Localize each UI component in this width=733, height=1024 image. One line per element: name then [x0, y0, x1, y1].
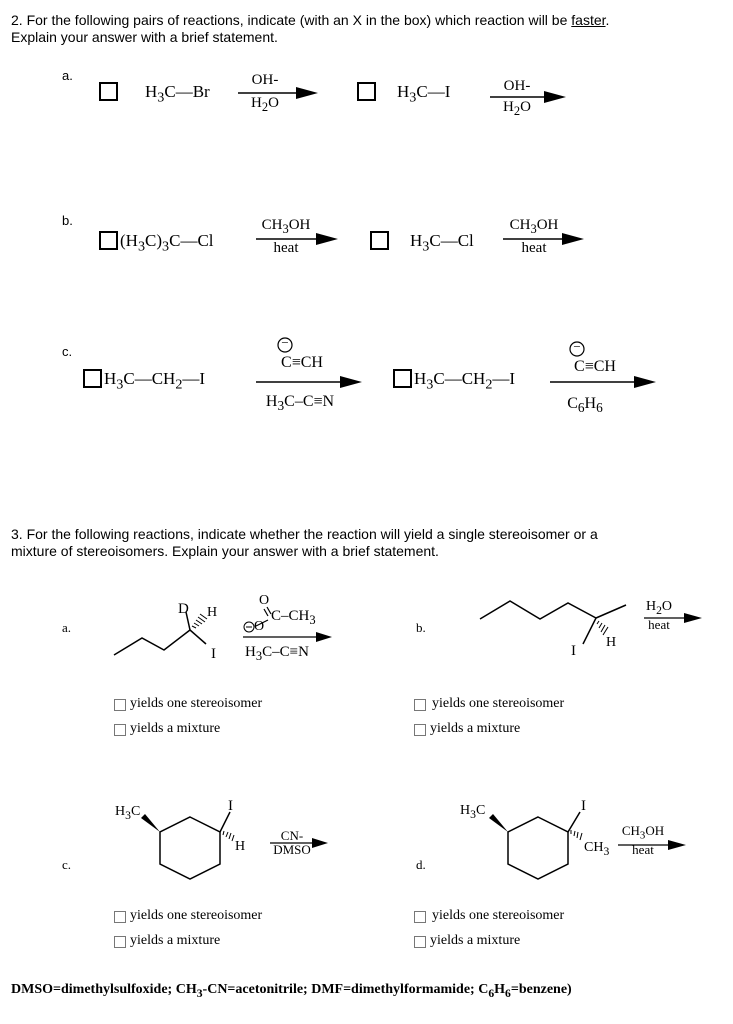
q3d-rt-a: CH [621, 823, 640, 838]
q3c-reagent-top: CN- [280, 828, 304, 843]
q3b-option1-label: yields one stereoisomer [432, 696, 565, 711]
q3c-reagent-bottom: DMSO [273, 842, 311, 857]
q2-title-text: 2. For the following pairs of reactions, indicate (with an X in the box) which reaction will be [11, 12, 572, 28]
q2a-left-reagent-top: OH- [251, 72, 279, 88]
q3d-methyl-a: H [460, 803, 471, 818]
q3c-methyl-3: 3 [125, 808, 131, 822]
q3b-reagent-bottom: heat [648, 617, 670, 632]
q3d-option2-label: yields a mixture [430, 933, 521, 948]
q2a-right-reagent-top: OH- [503, 78, 531, 94]
q2c-right-rb-b: H [584, 395, 597, 412]
q2a-left-h: H [145, 82, 158, 101]
q3c-methyl-b: C [130, 804, 141, 819]
q3c-atom-i: I [228, 798, 233, 814]
q3a-option2-label: yields a mixture [130, 721, 221, 736]
q2a-right-sub3: 3 [409, 89, 417, 106]
q3b-rt-b: O [661, 599, 673, 614]
q3a-nuc-o: O [259, 593, 270, 608]
q2c-left-rb-3: 3 [277, 398, 285, 414]
q3d-option1-label: yields one stereoisomer [432, 908, 565, 923]
q3a-atom-h: H [207, 605, 218, 620]
q3c-atom-h: H [235, 839, 246, 854]
q2c-left-charge: − [281, 335, 289, 350]
q3-title-line1: 3. For the following reactions, indicate whether the reaction will yield a single stereoisomer or a [11, 526, 598, 542]
q2c-right-b: C—CH [433, 369, 486, 388]
q2c-left-rb-b: C–C≡N [284, 393, 335, 410]
q2a-label: a. [62, 68, 73, 83]
q2a-right-h: H [397, 82, 410, 101]
footer-part3: H [494, 982, 506, 997]
q3a-solvent-a: H [245, 644, 256, 660]
q2c-left-c: —I [182, 369, 206, 388]
q2b-left-rt-a: CH [261, 217, 283, 233]
q2b-left-rest: C—Cl [169, 231, 214, 250]
q2a-left-rb-2: 2 [261, 100, 269, 114]
q3a-option1-label: yields one stereoisomer [130, 696, 263, 711]
q3d-atom-i: I [581, 798, 586, 814]
q3d-methyl-3: 3 [470, 807, 476, 821]
q2b-right-reagent-bottom: heat [521, 240, 547, 256]
q2b-label: b. [62, 213, 73, 228]
q3d-rt-3: 3 [639, 829, 646, 842]
q2b-right-rt-3: 3 [530, 222, 537, 236]
q3b-label: b. [416, 620, 426, 635]
q2b-right-rt-a: CH [509, 217, 531, 233]
q2c-left-sub3: 3 [116, 376, 124, 393]
q2c-right-sub3: 3 [426, 376, 434, 393]
q3a-nuc-c: C–CH [271, 608, 310, 624]
q2-title-emphasis: faster [571, 12, 606, 28]
q2-title-line2: Explain your answer with a brief statement. [11, 29, 278, 45]
q3c-option2-label: yields a mixture [130, 933, 221, 948]
q3-title-line2: mixture of stereoisomers. Explain your answer with a brief statement. [11, 543, 439, 559]
q3c-option1-label: yields one stereoisomer [130, 908, 263, 923]
q3b-rt-2: 2 [656, 603, 662, 617]
q2a-right-rb-2: 2 [513, 104, 521, 118]
q3b-atom-h: H [606, 635, 617, 650]
q3a-nuc-ominus: O [254, 619, 265, 634]
q3a-atom-d: D [178, 601, 189, 617]
q2a-left-rest: C—Br [164, 82, 210, 101]
q2c-right-reagent-top: C≡CH [574, 358, 616, 375]
q3d-sub-3: 3 [603, 844, 610, 858]
q3d-option2-checkbox[interactable] [414, 936, 426, 948]
q2b-right-h: H [410, 231, 423, 250]
q2c-left-reagent-top: C≡CH [281, 354, 323, 371]
q3a-solvent-b: C–C≡N [262, 644, 309, 660]
q3b-atom-i: I [571, 643, 576, 659]
q3a-nuc-3: 3 [309, 613, 316, 627]
q3d-rt-b: OH [645, 823, 665, 838]
q2-title-period: . [605, 12, 610, 28]
q2a-left-sub3: 3 [157, 89, 165, 106]
footer-part2: -CN=acetonitrile; DMF=dimethylformamide; C [202, 982, 489, 997]
footer-abbreviations [11, 982, 572, 1000]
q2c-right-rb-6a: 6 [577, 400, 585, 416]
q2b-left-sub3: 3 [137, 238, 146, 255]
q2a-right-rb-o: O [520, 99, 531, 115]
q2c-left-a: H [104, 369, 117, 388]
q3b-rt-a: H [645, 599, 657, 614]
q2a-left-rb-h: H [251, 95, 262, 111]
q3a-solvent-3: 3 [255, 649, 263, 663]
q2c-label: c. [62, 344, 73, 359]
q2b-right-rest: C—Cl [429, 231, 474, 250]
footer-part4: =benzene) [510, 982, 572, 997]
q2b-left-pre: (H [120, 231, 138, 250]
q3b-option2-label: yields a mixture [430, 721, 521, 736]
q2b-right-rt-b: OH [536, 217, 559, 233]
q3a-label: a. [62, 620, 72, 635]
q3d-reagent-bottom: heat [632, 842, 654, 857]
q3c-methyl-a: H [115, 804, 126, 819]
q2b-left-mid: C) [145, 231, 163, 250]
q2b-left-reagent-bottom: heat [273, 240, 299, 256]
footer-sub3: 6 [505, 986, 511, 1000]
q3d-methyl-b: C [475, 803, 486, 818]
q2b-left-rt-3: 3 [282, 222, 289, 236]
q2c-right-c: —I [492, 369, 516, 388]
q2c-right-a: H [414, 369, 427, 388]
q2b-left-sub3b: 3 [162, 238, 170, 255]
q2b-right-sub3: 3 [422, 238, 430, 255]
q3c-label: c. [62, 857, 72, 872]
q3d-option1-checkbox[interactable] [414, 911, 426, 923]
q2c-right-sub2: 2 [485, 376, 493, 393]
q2a-left-rb-o: O [268, 95, 279, 111]
q3d-sub-a: CH [584, 840, 604, 855]
q2b-left-rt-b: OH [288, 217, 311, 233]
q3d-label: d. [416, 857, 426, 872]
q3a-atom-i: I [211, 646, 216, 662]
q2c-right-rb-6b: 6 [596, 400, 603, 416]
footer-sub2: 6 [488, 986, 495, 1000]
q2c-left-sub2: 2 [175, 376, 183, 393]
q2c-left-rb-a: H [265, 393, 278, 410]
q2c-right-rb-a: C [567, 395, 578, 412]
footer-part1: DMSO=dimethylsulfoxide; CH [11, 982, 197, 997]
footer-sub1: 3 [196, 986, 203, 1000]
q2c-right-charge: − [573, 339, 581, 354]
q2c-left-b: C—CH [123, 369, 176, 388]
q2a-right-rest: C—I [416, 82, 451, 101]
q2a-right-rb-h: H [503, 99, 514, 115]
